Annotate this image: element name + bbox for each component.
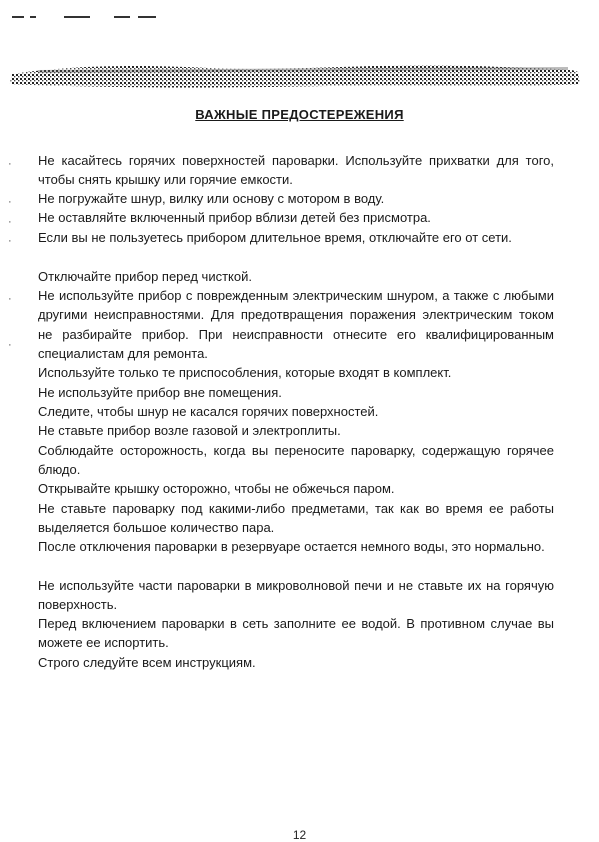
bullet-icon: · (8, 235, 12, 247)
warning-item: После отключения пароварки в резервуаре остается немного воды, это нормально. (38, 539, 545, 554)
warning-item: Открывайте крышку осторожно, чтобы не обжечься паром. (38, 481, 395, 496)
bullet-icon: · (8, 293, 12, 305)
warning-item: Не используйте прибор вне помещения. (38, 385, 282, 400)
page-title: ВАЖНЫЕ ПРЕДОСТЕРЕЖЕНИЯ (195, 107, 404, 122)
bullet-icon: · (8, 196, 12, 208)
warning-item: Не оставляйте включенный прибор вблизи детей без присмотра. (38, 210, 431, 225)
warning-item: Не используйте части пароварки в микроволновой печи и не ставьте их на горячую поверхность. (38, 578, 554, 613)
bullet-icon: · (8, 339, 12, 351)
warning-item: Соблюдайте осторожность, когда вы переносите пароварку, содержащую горячее блюдо. (38, 443, 554, 478)
page-number: 12 (292, 828, 307, 842)
warning-item: Следите, чтобы шнур не касался горячих поверхностей. (38, 404, 379, 419)
warning-item: Отключайте прибор перед чисткой. (38, 269, 252, 284)
bullet-icon: · (8, 158, 12, 170)
warning-item: Не касайтесь горячих поверхностей пароварки. Используйте прихватки для того, чтобы снять крышку или горячие емкости. (38, 153, 554, 188)
bullet-icon: · (8, 216, 12, 228)
header-mark (30, 16, 36, 18)
header-mark (114, 16, 130, 18)
warning-item: Строго следуйте всем инструкциям. (38, 655, 256, 670)
warning-item: Если вы не пользуетесь прибором длительное время, отключайте его от сети. (38, 230, 512, 245)
warning-item: Не погружайте шнур, вилку или основу с мотором в воду. (38, 191, 385, 206)
header-mark (138, 16, 156, 18)
header-mark (64, 16, 90, 18)
warning-item: Не ставьте прибор возле газовой и электроплиты. (38, 423, 341, 438)
warning-item: Не ставьте пароварку под какими-либо предметами, так как во время ее работы выделяется большое количество пара. (38, 501, 554, 536)
warning-item: Используйте только те приспособления, которые входят в комплект. (38, 365, 452, 380)
warning-item: Не используйте прибор с поврежденным электрическим шнуром, а также с любыми другими неисправностями. Для предотвращения поражения электрическим током не разбирайте прибор. При неисправности отнесите его квалифицированным специалистам для ремонта. (38, 288, 554, 361)
header-mark (12, 16, 24, 18)
header-banner (8, 58, 582, 90)
warning-item: Перед включением пароварки в сеть заполните ее водой. В противном случае вы можете ее испортить. (38, 616, 554, 651)
